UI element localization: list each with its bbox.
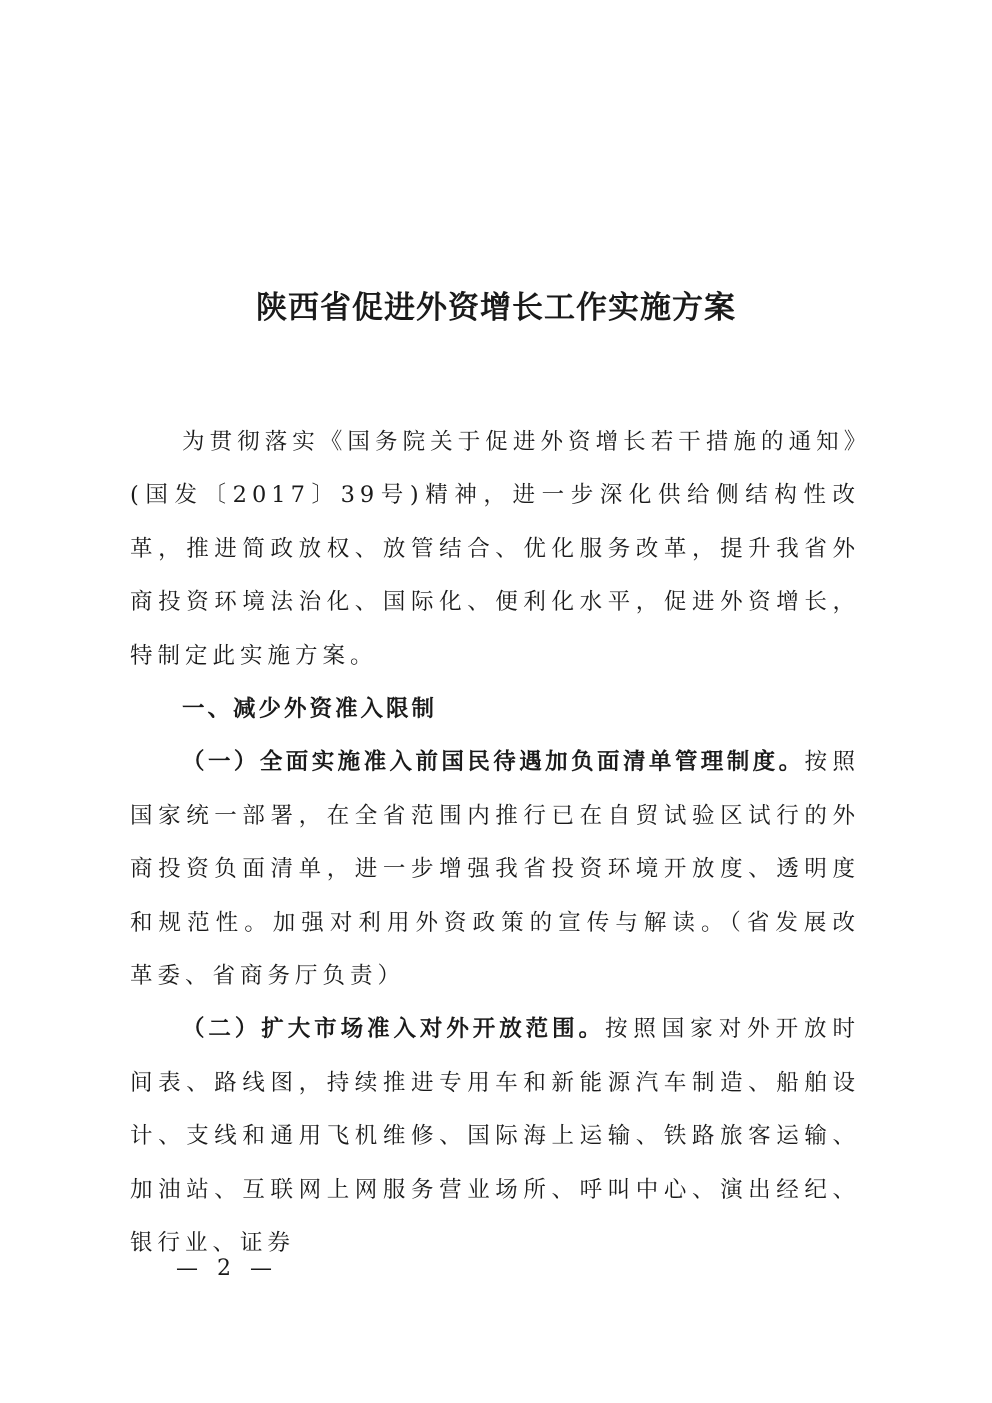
- document-body: [130, 416, 860, 1271]
- item-1-responsible: （省发展改革委、省商务厅负责）: [130, 909, 860, 990]
- intro-paragraph: 为贯彻落实《国务院关于促进外资增长若干措施的通知》(国发〔2017〕39号)精神，进一步深化供给侧结构性改革，推进简政放权、放管结合、优化服务改革，提升我省外商投资环境法治化、国际化、便利化水平，促进外资增长，特制定此实施方案。: [130, 429, 860, 669]
- document-title: 陕西省促进外资增长工作实施方案: [256, 290, 736, 326]
- page-number: — 2 —: [176, 1256, 278, 1281]
- item-2-lead: （二）扩大市场准入对外开放范围。: [182, 1016, 605, 1043]
- item-paragraph-1: [130, 736, 860, 1003]
- section-heading-1: 一、减少外资准入限制: [182, 696, 438, 723]
- item-1-lead: （一）全面实施准入前国民待遇加负面清单管理制度。: [182, 749, 805, 776]
- item-1-body: 按照国家统一部署，在全省范围内推行已在自贸试验区试行的外商投资负面清单，进一步增强我省投资环境开放度、透明度和规范性。加强对利用外资政策的宣传与解读。: [130, 749, 860, 936]
- item-paragraph-2: [130, 1003, 860, 1270]
- item-2-body: 按照国家对外开放时间表、路线图，持续推进专用车和新能源汽车制造、船舶设计、支线和通用飞机维修、国际海上运输、铁路旅客运输、加油站、互联网上网服务营业场所、呼叫中心、演出经纪、银行业、证券: [130, 1016, 860, 1257]
